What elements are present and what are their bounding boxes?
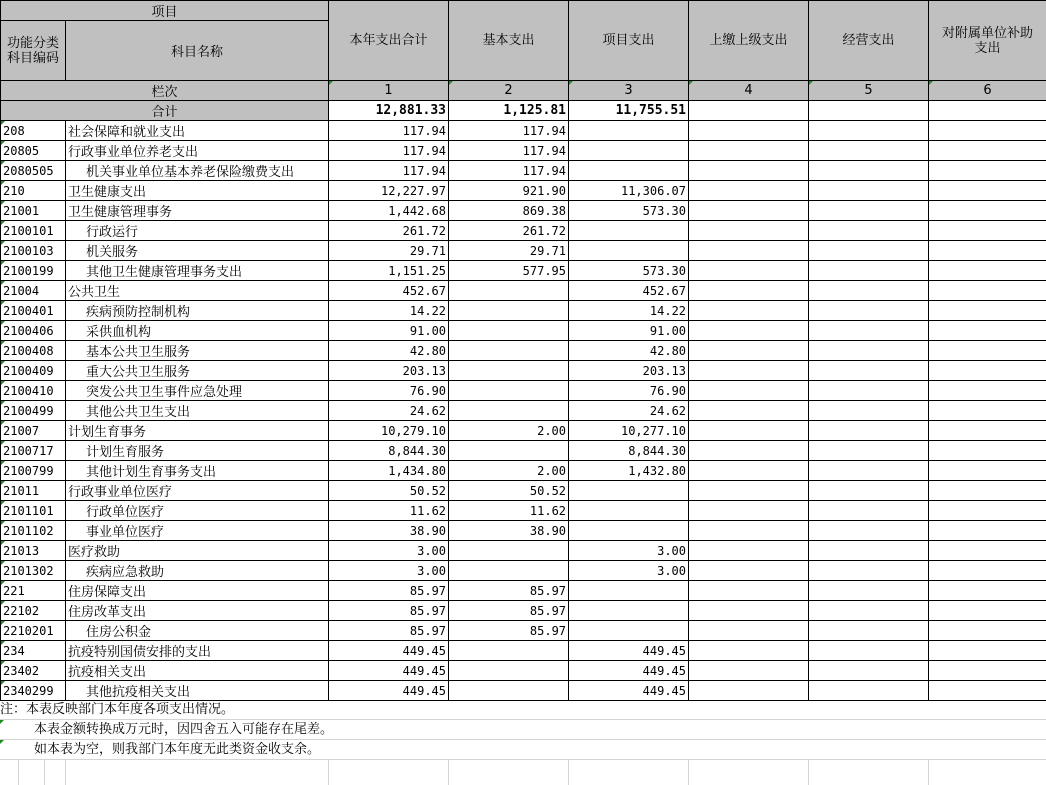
table-row — [1, 501, 1046, 521]
amount-cell[interactable] — [449, 681, 569, 701]
amount-cell[interactable] — [689, 241, 809, 261]
subject-code-cell[interactable]: 22102 — [1, 601, 66, 621]
amount-cell[interactable] — [809, 621, 929, 641]
amount-cell[interactable] — [449, 441, 569, 461]
amount-cell[interactable] — [689, 381, 809, 401]
subject-code-cell[interactable]: 2100408 — [1, 341, 66, 361]
amount-cell[interactable]: 452.67 — [569, 281, 689, 301]
subject-name-cell[interactable]: 疾病预防控制机构 — [66, 301, 329, 321]
amount-cell[interactable] — [569, 581, 689, 601]
amount-cell[interactable] — [809, 681, 929, 701]
table-row — [1, 601, 1046, 621]
subject-name-cell[interactable]: 行政事业单位医疗 — [66, 481, 329, 501]
table-row — [1, 381, 1046, 401]
table-row — [1, 321, 1046, 341]
amount-cell[interactable] — [569, 601, 689, 621]
amount-cell[interactable] — [929, 401, 1046, 421]
table-row — [1, 461, 1046, 481]
subject-name-cell[interactable]: 卫生健康支出 — [66, 181, 329, 201]
subject-code-cell[interactable]: 21011 — [1, 481, 66, 501]
amount-cell[interactable]: 117.94 — [449, 141, 569, 161]
amount-cell[interactable]: 8,844.30 — [329, 441, 449, 461]
amount-cell[interactable]: 14.22 — [569, 301, 689, 321]
subject-code-cell[interactable]: 2340299 — [1, 681, 66, 701]
func-code-header[interactable]: 功能分类 科目编码 — [1, 21, 66, 81]
subject-name-cell[interactable]: 住房公积金 — [66, 621, 329, 641]
subject-name-cell[interactable]: 计划生育事务 — [66, 421, 329, 441]
amount-cell[interactable] — [689, 461, 809, 481]
amount-cell[interactable] — [809, 401, 929, 421]
table-row — [1, 621, 1046, 641]
subject-code-cell[interactable]: 234 — [1, 641, 66, 661]
column-header[interactable]: 项目支出 — [569, 1, 689, 81]
amount-cell[interactable] — [929, 461, 1046, 481]
amount-cell[interactable] — [929, 521, 1046, 541]
table-row — [1, 681, 1046, 701]
total-value[interactable] — [929, 101, 1046, 121]
subject-code-cell[interactable]: 21013 — [1, 541, 66, 561]
amount-cell[interactable]: 1,151.25 — [329, 261, 449, 281]
subject-name-cell[interactable]: 医疗救助 — [66, 541, 329, 561]
amount-cell[interactable]: 24.62 — [329, 401, 449, 421]
subject-code-cell[interactable]: 2100410 — [1, 381, 66, 401]
amount-cell[interactable]: 50.52 — [449, 481, 569, 501]
amount-cell[interactable]: 85.97 — [329, 581, 449, 601]
amount-cell[interactable] — [929, 121, 1046, 141]
column-header[interactable]: 上缴上级支出 — [689, 1, 809, 81]
total-value[interactable] — [689, 101, 809, 121]
amount-cell[interactable]: 85.97 — [449, 621, 569, 641]
subject-name-cell[interactable]: 基本公共卫生服务 — [66, 341, 329, 361]
amount-cell[interactable] — [809, 261, 929, 281]
subject-code-cell[interactable]: 2100717 — [1, 441, 66, 461]
subject-code-cell[interactable]: 21004 — [1, 281, 66, 301]
empty-rows — [0, 760, 1046, 785]
amount-cell[interactable]: 117.94 — [329, 161, 449, 181]
amount-cell[interactable] — [689, 361, 809, 381]
table-row — [1, 221, 1046, 241]
amount-cell[interactable] — [689, 341, 809, 361]
amount-cell[interactable] — [689, 401, 809, 421]
amount-cell[interactable] — [689, 681, 809, 701]
subject-name-cell[interactable]: 疾病应急救助 — [66, 561, 329, 581]
amount-cell[interactable] — [689, 561, 809, 581]
amount-cell[interactable] — [449, 561, 569, 581]
subject-code-cell[interactable]: 2100499 — [1, 401, 66, 421]
subject-code-cell[interactable]: 2100409 — [1, 361, 66, 381]
amount-cell[interactable]: 38.90 — [329, 521, 449, 541]
amount-cell[interactable] — [569, 621, 689, 641]
amount-cell[interactable]: 11.62 — [329, 501, 449, 521]
amount-cell[interactable]: 12,227.97 — [329, 181, 449, 201]
subject-code-cell[interactable]: 2100101 — [1, 221, 66, 241]
subject-code-cell[interactable]: 2101102 — [1, 521, 66, 541]
amount-cell[interactable] — [689, 161, 809, 181]
subject-name-cell[interactable]: 住房改革支出 — [66, 601, 329, 621]
subject-name-cell[interactable]: 抗疫相关支出 — [66, 661, 329, 681]
table-row — [1, 241, 1046, 261]
total-row — [1, 101, 1046, 121]
amount-cell[interactable] — [809, 241, 929, 261]
col-number[interactable]: 3 — [569, 81, 689, 101]
amount-cell[interactable] — [809, 361, 929, 381]
amount-cell[interactable] — [929, 221, 1046, 241]
amount-cell[interactable] — [929, 281, 1046, 301]
amount-cell[interactable] — [689, 181, 809, 201]
amount-cell[interactable]: 449.45 — [569, 661, 689, 681]
amount-cell[interactable] — [569, 241, 689, 261]
amount-cell[interactable]: 117.94 — [329, 141, 449, 161]
total-value[interactable]: 11,755.51 — [569, 101, 689, 121]
amount-cell[interactable]: 85.97 — [329, 601, 449, 621]
amount-cell[interactable] — [449, 661, 569, 681]
amount-cell[interactable]: 10,277.10 — [569, 421, 689, 441]
table-row — [1, 541, 1046, 561]
subject-name-header[interactable]: 科目名称 — [66, 21, 329, 81]
amount-cell[interactable] — [689, 641, 809, 661]
amount-cell[interactable] — [809, 661, 929, 681]
amount-cell[interactable] — [689, 221, 809, 241]
amount-cell[interactable]: 3.00 — [329, 561, 449, 581]
subject-code-cell[interactable]: 2100401 — [1, 301, 66, 321]
subject-name-cell[interactable]: 其他公共卫生支出 — [66, 401, 329, 421]
amount-cell[interactable]: 10,279.10 — [329, 421, 449, 441]
amount-cell[interactable] — [809, 181, 929, 201]
amount-cell[interactable]: 261.72 — [329, 221, 449, 241]
amount-cell[interactable]: 29.71 — [449, 241, 569, 261]
amount-cell[interactable] — [569, 121, 689, 141]
table-row — [1, 561, 1046, 581]
amount-cell[interactable]: 449.45 — [329, 681, 449, 701]
table-row — [1, 341, 1046, 361]
table-row — [1, 641, 1046, 661]
amount-cell[interactable] — [809, 481, 929, 501]
table-row — [1, 201, 1046, 221]
amount-cell[interactable] — [809, 341, 929, 361]
amount-cell[interactable]: 42.80 — [569, 341, 689, 361]
amount-cell[interactable] — [689, 421, 809, 441]
amount-cell[interactable]: 14.22 — [329, 301, 449, 321]
project-header[interactable]: 项目 — [1, 1, 329, 21]
amount-cell[interactable]: 85.97 — [449, 601, 569, 621]
amount-cell[interactable] — [689, 621, 809, 641]
amount-cell[interactable]: 117.94 — [449, 161, 569, 181]
amount-cell[interactable] — [929, 641, 1046, 661]
amount-cell[interactable] — [809, 441, 929, 461]
subject-name-cell[interactable]: 事业单位医疗 — [66, 521, 329, 541]
table-row — [1, 481, 1046, 501]
amount-cell[interactable]: 76.90 — [569, 381, 689, 401]
amount-cell[interactable] — [689, 601, 809, 621]
subject-name-cell[interactable]: 行政运行 — [66, 221, 329, 241]
subject-code-cell[interactable]: 208 — [1, 121, 66, 141]
amount-cell[interactable] — [449, 381, 569, 401]
subject-code-cell[interactable]: 210 — [1, 181, 66, 201]
amount-cell[interactable] — [689, 141, 809, 161]
amount-cell[interactable] — [689, 501, 809, 521]
col-number[interactable]: 5 — [809, 81, 929, 101]
total-value[interactable] — [809, 101, 929, 121]
table-row — [1, 401, 1046, 421]
amount-cell[interactable] — [929, 161, 1046, 181]
subject-code-cell[interactable]: 2100799 — [1, 461, 66, 481]
amount-cell[interactable] — [689, 521, 809, 541]
column-header[interactable]: 本年支出合计 — [329, 1, 449, 81]
amount-cell[interactable] — [449, 281, 569, 301]
col-number[interactable]: 2 — [449, 81, 569, 101]
amount-cell[interactable]: 1,432.80 — [569, 461, 689, 481]
subject-code-cell[interactable]: 2080505 — [1, 161, 66, 181]
subject-code-cell[interactable]: 2210201 — [1, 621, 66, 641]
table-row — [1, 661, 1046, 681]
total-value[interactable]: 1,125.81 — [449, 101, 569, 121]
amount-cell[interactable] — [809, 501, 929, 521]
amount-cell[interactable]: 91.00 — [569, 321, 689, 341]
amount-cell[interactable] — [809, 161, 929, 181]
amount-cell[interactable]: 76.90 — [329, 381, 449, 401]
table-row — [1, 141, 1046, 161]
amount-cell[interactable] — [929, 361, 1046, 381]
amount-cell[interactable] — [809, 561, 929, 581]
column-header[interactable]: 对附属单位补助 支出 — [929, 1, 1046, 81]
amount-cell[interactable] — [569, 221, 689, 241]
amount-cell[interactable]: 577.95 — [449, 261, 569, 281]
amount-cell[interactable] — [809, 281, 929, 301]
amount-cell[interactable] — [929, 501, 1046, 521]
amount-cell[interactable]: 3.00 — [569, 561, 689, 581]
amount-cell[interactable] — [449, 541, 569, 561]
amount-cell[interactable] — [929, 341, 1046, 361]
amount-cell[interactable] — [689, 661, 809, 681]
amount-cell[interactable] — [449, 341, 569, 361]
subject-code-cell[interactable]: 23402 — [1, 661, 66, 681]
amount-cell[interactable] — [689, 321, 809, 341]
amount-cell[interactable] — [809, 541, 929, 561]
table-row — [1, 581, 1046, 601]
subject-name-cell[interactable]: 其他卫生健康管理事务支出 — [66, 261, 329, 281]
amount-cell[interactable] — [929, 441, 1046, 461]
subject-name-cell[interactable]: 机关事业单位基本养老保险缴费支出 — [66, 161, 329, 181]
amount-cell[interactable] — [569, 481, 689, 501]
amount-cell[interactable] — [449, 361, 569, 381]
amount-cell[interactable] — [809, 221, 929, 241]
amount-cell[interactable] — [689, 301, 809, 321]
amount-cell[interactable]: 203.13 — [329, 361, 449, 381]
amount-cell[interactable]: 452.67 — [329, 281, 449, 301]
subject-name-cell[interactable]: 卫生健康管理事务 — [66, 201, 329, 221]
amount-cell[interactable]: 42.80 — [329, 341, 449, 361]
amount-cell[interactable] — [809, 521, 929, 541]
amount-cell[interactable] — [929, 241, 1046, 261]
amount-cell[interactable]: 117.94 — [329, 121, 449, 141]
amount-cell[interactable] — [809, 301, 929, 321]
subject-code-cell[interactable]: 221 — [1, 581, 66, 601]
amount-cell[interactable] — [929, 421, 1046, 441]
table-row — [1, 281, 1046, 301]
table-row — [1, 161, 1046, 181]
amount-cell[interactable]: 29.71 — [329, 241, 449, 261]
amount-cell[interactable] — [929, 141, 1046, 161]
notes — [0, 700, 1046, 760]
col-number[interactable]: 4 — [689, 81, 809, 101]
amount-cell[interactable] — [689, 281, 809, 301]
amount-cell[interactable] — [929, 541, 1046, 561]
subject-name-cell[interactable]: 社会保障和就业支出 — [66, 121, 329, 141]
amount-cell[interactable]: 261.72 — [449, 221, 569, 241]
subject-name-cell[interactable]: 抗疫特别国债安排的支出 — [66, 641, 329, 661]
subject-code-cell[interactable]: 21001 — [1, 201, 66, 221]
amount-cell[interactable]: 91.00 — [329, 321, 449, 341]
table-row — [1, 181, 1046, 201]
amount-cell[interactable]: 1,434.80 — [329, 461, 449, 481]
amount-cell[interactable]: 24.62 — [569, 401, 689, 421]
subject-name-cell[interactable]: 住房保障支出 — [66, 581, 329, 601]
amount-cell[interactable]: 50.52 — [329, 481, 449, 501]
col-number[interactable]: 1 — [329, 81, 449, 101]
amount-cell[interactable]: 11.62 — [449, 501, 569, 521]
amount-cell[interactable] — [569, 521, 689, 541]
column-header[interactable]: 经营支出 — [809, 1, 929, 81]
amount-cell[interactable] — [569, 501, 689, 521]
amount-cell[interactable] — [929, 381, 1046, 401]
table-row — [1, 121, 1046, 141]
amount-cell[interactable] — [929, 181, 1046, 201]
table-row — [1, 361, 1046, 381]
amount-cell[interactable] — [809, 641, 929, 661]
amount-cell[interactable] — [449, 401, 569, 421]
subject-code-cell[interactable]: 2100406 — [1, 321, 66, 341]
table-row — [1, 521, 1046, 541]
amount-cell[interactable] — [689, 481, 809, 501]
column-header[interactable]: 基本支出 — [449, 1, 569, 81]
subject-name-cell[interactable]: 其他抗疫相关支出 — [66, 681, 329, 701]
col-number[interactable]: 6 — [929, 81, 1046, 101]
amount-cell[interactable] — [809, 381, 929, 401]
subject-name-cell[interactable]: 计划生育服务 — [66, 441, 329, 461]
note-line[interactable]: 本表金额转换成万元时，因四舍五入可能存在尾差。 — [0, 720, 1046, 740]
amount-cell[interactable] — [689, 441, 809, 461]
amount-cell[interactable] — [689, 581, 809, 601]
amount-cell[interactable]: 921.90 — [449, 181, 569, 201]
amount-cell[interactable]: 2.00 — [449, 421, 569, 441]
subject-name-cell[interactable]: 重大公共卫生服务 — [66, 361, 329, 381]
amount-cell[interactable]: 203.13 — [569, 361, 689, 381]
lanci-label[interactable]: 栏次 — [1, 81, 329, 101]
amount-cell[interactable] — [809, 321, 929, 341]
amount-cell[interactable] — [809, 461, 929, 481]
subject-code-cell[interactable]: 20805 — [1, 141, 66, 161]
amount-cell[interactable]: 8,844.30 — [569, 441, 689, 461]
amount-cell[interactable] — [929, 301, 1046, 321]
amount-cell[interactable] — [929, 481, 1046, 501]
amount-cell[interactable] — [929, 581, 1046, 601]
table-row — [1, 441, 1046, 461]
amount-cell[interactable] — [569, 161, 689, 181]
amount-cell[interactable]: 2.00 — [449, 461, 569, 481]
amount-cell[interactable]: 449.45 — [329, 661, 449, 681]
subject-name-cell[interactable]: 公共卫生 — [66, 281, 329, 301]
amount-cell[interactable] — [449, 321, 569, 341]
subject-code-cell[interactable]: 2101101 — [1, 501, 66, 521]
subject-code-cell[interactable]: 2101302 — [1, 561, 66, 581]
amount-cell[interactable] — [569, 141, 689, 161]
amount-cell[interactable] — [809, 601, 929, 621]
amount-cell[interactable]: 573.30 — [569, 261, 689, 281]
amount-cell[interactable]: 11,306.07 — [569, 181, 689, 201]
amount-cell[interactable] — [809, 201, 929, 221]
subject-name-cell[interactable]: 突发公共卫生事件应急处理 — [66, 381, 329, 401]
amount-cell[interactable] — [809, 141, 929, 161]
subject-name-cell[interactable]: 其他计划生育事务支出 — [66, 461, 329, 481]
amount-cell[interactable]: 573.30 — [569, 201, 689, 221]
subject-name-cell[interactable]: 行政事业单位养老支出 — [66, 141, 329, 161]
table-row — [1, 301, 1046, 321]
amount-cell[interactable] — [449, 301, 569, 321]
amount-cell[interactable] — [929, 601, 1046, 621]
amount-cell[interactable] — [449, 641, 569, 661]
amount-cell[interactable] — [689, 201, 809, 221]
table-row — [1, 261, 1046, 281]
amount-cell[interactable] — [929, 661, 1046, 681]
amount-cell[interactable] — [689, 121, 809, 141]
note-line[interactable]: 如本表为空，则我部门本年度无此类资金收支余。 — [0, 740, 1046, 760]
amount-cell[interactable]: 85.97 — [449, 581, 569, 601]
total-value[interactable]: 12,881.33 — [329, 101, 449, 121]
amount-cell[interactable]: 449.45 — [569, 641, 689, 661]
amount-cell[interactable]: 449.45 — [569, 681, 689, 701]
note-line[interactable]: 注：本表反映部门本年度各项支出情况。 — [0, 700, 1046, 720]
amount-cell[interactable]: 117.94 — [449, 121, 569, 141]
subject-name-cell[interactable]: 行政单位医疗 — [66, 501, 329, 521]
amount-cell[interactable]: 3.00 — [569, 541, 689, 561]
amount-cell[interactable] — [929, 201, 1046, 221]
amount-cell[interactable] — [929, 261, 1046, 281]
amount-cell[interactable] — [809, 421, 929, 441]
amount-cell[interactable] — [689, 541, 809, 561]
amount-cell[interactable]: 1,442.68 — [329, 201, 449, 221]
subject-code-cell[interactable]: 21007 — [1, 421, 66, 441]
amount-cell[interactable] — [809, 581, 929, 601]
amount-cell[interactable]: 85.97 — [329, 621, 449, 641]
amount-cell[interactable]: 449.45 — [329, 641, 449, 661]
amount-cell[interactable]: 38.90 — [449, 521, 569, 541]
subject-code-cell[interactable]: 2100103 — [1, 241, 66, 261]
amount-cell[interactable] — [929, 561, 1046, 581]
subject-name-cell[interactable]: 机关服务 — [66, 241, 329, 261]
total-label[interactable]: 合计 — [1, 101, 329, 121]
amount-cell[interactable] — [929, 681, 1046, 701]
amount-cell[interactable] — [929, 621, 1046, 641]
subject-code-cell[interactable]: 2100199 — [1, 261, 66, 281]
amount-cell[interactable]: 869.38 — [449, 201, 569, 221]
amount-cell[interactable] — [689, 261, 809, 281]
table-row — [1, 421, 1046, 441]
subject-name-cell[interactable]: 采供血机构 — [66, 321, 329, 341]
amount-cell[interactable]: 3.00 — [329, 541, 449, 561]
amount-cell[interactable] — [809, 121, 929, 141]
amount-cell[interactable] — [929, 321, 1046, 341]
